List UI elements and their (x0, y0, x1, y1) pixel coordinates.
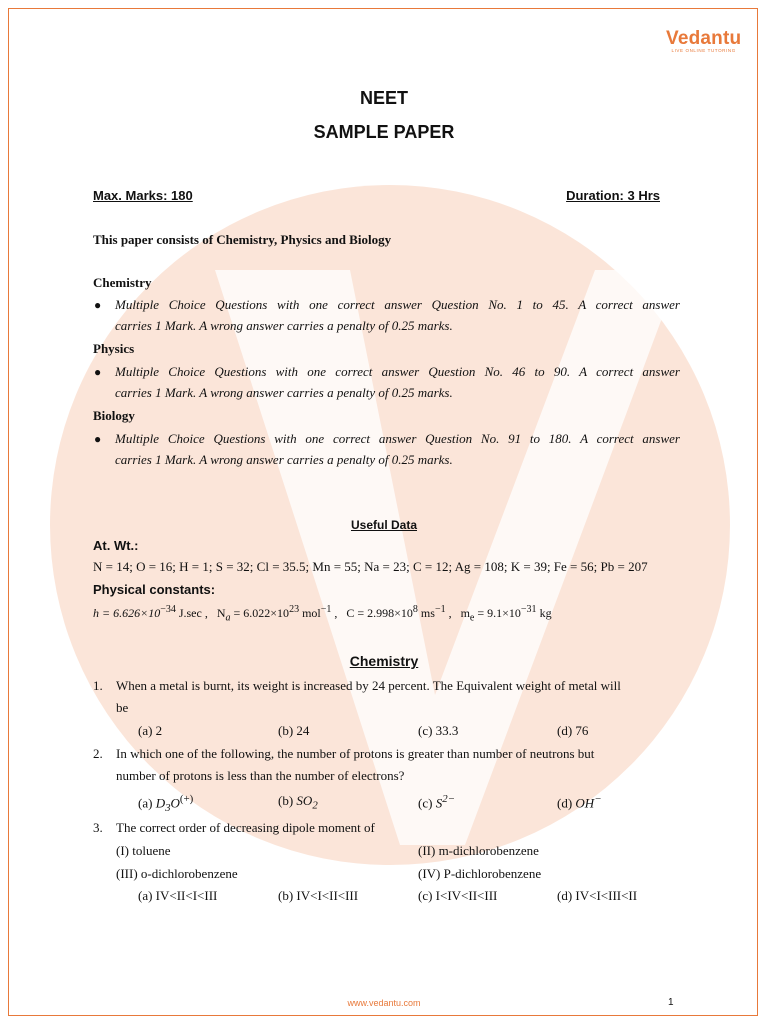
question-text: The correct order of decreasing dipole moment of (116, 820, 375, 835)
formula: OH (575, 795, 595, 811)
question-text: In which one of the following, the number of protons is greater than number of neutrons but (116, 746, 595, 761)
subscript: 3 (165, 801, 171, 814)
speed-of-light: C = 2.998×10 (346, 606, 413, 620)
exponent: −1 (320, 604, 332, 615)
compound-item: (II) m-dichlorobenzene (418, 843, 539, 858)
question-text-cont: be (116, 700, 129, 715)
subscript: e (469, 612, 475, 624)
option-a: (a) 2 (138, 723, 163, 738)
value: = 9.1×10 (474, 606, 521, 620)
option-d: (d) 76 (557, 723, 589, 738)
question-number: 3. (93, 820, 103, 835)
question-number: 2. (93, 746, 103, 761)
section-instructions-physics: Multiple Choice Questions with one correct answer Question No. 46 to 90. A correct answer (115, 364, 680, 379)
bullet: ● (94, 365, 102, 379)
option-b (278, 793, 318, 812)
option-a: (a) IV<II<I<III (138, 888, 218, 903)
exponent: −31 (520, 604, 537, 615)
bullet: ● (94, 298, 102, 312)
compound-item: (I) toluene (116, 843, 171, 858)
max-marks: Max. Marks: 180 (93, 188, 193, 203)
formula: O (170, 795, 180, 811)
option-label: (b) (278, 793, 297, 808)
separator: , (445, 606, 452, 620)
compound-item: (IV) P-dichlorobenzene (418, 866, 542, 881)
section-heading-physics: Physics (93, 341, 135, 356)
physical-constants-label: Physical constants: (93, 582, 216, 597)
avogadro-number: N (216, 606, 226, 620)
separator: , (331, 606, 338, 620)
option-a (138, 793, 193, 814)
paper-title: NEET (359, 88, 408, 108)
compound-item: (III) o-dichlorobenzene (116, 866, 238, 881)
subscript: 2 (312, 799, 318, 812)
question-text-cont: number of protons is less than the number of electrons? (116, 768, 405, 783)
superscript: − (594, 793, 602, 805)
formula: S (435, 795, 443, 811)
superscript: 2− (442, 793, 455, 805)
atomic-weights: N = 14; O = 16; H = 1; S = 32; Cl = 35.5; Mn = 55; Na = 23; C = 12; Ag = 108; K = 39; Fe = 56; Pb = 207 (93, 559, 648, 574)
planck-constant: h = 6.626×10 (93, 606, 161, 620)
unit: mol (299, 606, 321, 620)
option-label: (a) (138, 795, 156, 811)
atomic-weights-label: At. Wt.: (93, 538, 139, 553)
chemistry-heading: Chemistry (349, 653, 419, 669)
exponent: 23 (289, 604, 300, 615)
useful-data-heading: Useful Data (350, 518, 418, 532)
paper-subtitle: SAMPLE PAPER (313, 122, 455, 142)
option-c: (c) 33.3 (418, 723, 459, 738)
exponent: −1 (434, 604, 446, 615)
bullet: ● (94, 432, 102, 446)
value: = 6.022×10 (230, 606, 290, 620)
page-number: 1 (668, 997, 674, 1008)
option-label: (d) (557, 795, 576, 811)
electron-mass: m (460, 606, 470, 620)
subscript: a (225, 612, 231, 624)
section-instructions-chemistry-2: carries 1 Mark. A wrong answer carries a penalty of 0.25 marks. (115, 318, 453, 333)
exponent: −34 (160, 604, 176, 615)
physical-constants (93, 604, 552, 623)
option-d: (d) IV<I<III<II (557, 888, 638, 903)
option-label: (c) (418, 795, 436, 811)
unit: kg (536, 606, 552, 620)
option-d (557, 793, 602, 811)
option-c: (c) I<IV<II<III (418, 888, 498, 903)
section-instructions-physics-2: carries 1 Mark. A wrong answer carries a penalty of 0.25 marks. (115, 385, 453, 400)
section-heading-chemistry: Chemistry (93, 275, 152, 290)
duration: Duration: 3 Hrs (566, 188, 660, 203)
option-b: (b) IV<I<II<III (278, 888, 359, 903)
question-number: 1. (93, 678, 103, 693)
section-heading-biology: Biology (93, 408, 135, 423)
unit: J.sec , (175, 606, 208, 620)
unit: ms (417, 606, 435, 620)
section-instructions-chemistry: Multiple Choice Questions with one correct answer Question No. 1 to 45. A correct answer (115, 297, 680, 312)
option-c (418, 793, 455, 811)
vedantu-logo (666, 28, 741, 53)
formula: SO (296, 793, 313, 808)
footer-url: www.vedantu.com (347, 998, 421, 1008)
section-instructions-biology: Multiple Choice Questions with one correct answer Question No. 91 to 180. A correct answer (115, 431, 680, 446)
logo-wordmark: Vedantu (666, 28, 742, 49)
formula: D (155, 795, 166, 811)
option-b: (b) 24 (278, 723, 310, 738)
section-instructions-biology-2: carries 1 Mark. A wrong answer carries a penalty of 0.25 marks. (115, 452, 453, 467)
logo-tagline: LIVE ONLINE TUTORING (671, 48, 736, 53)
intro-text: This paper consists of Chemistry, Physics and Biology (93, 232, 392, 247)
exponent: 8 (412, 604, 418, 615)
superscript: (+) (179, 793, 194, 805)
question-text: When a metal is burnt, its weight is increased by 24 percent. The Equivalent weight of metal will (116, 678, 621, 693)
